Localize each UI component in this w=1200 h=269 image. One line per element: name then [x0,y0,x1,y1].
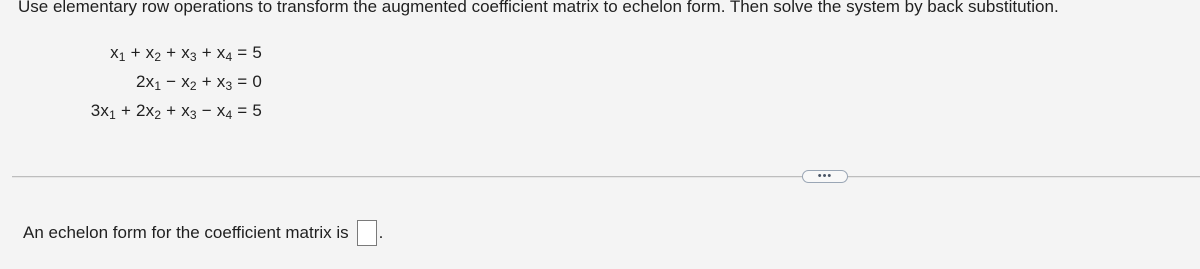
variable-subscript: 2 [154,50,162,64]
equation-term: − x [161,72,190,91]
variable-subscript: 3 [189,50,197,64]
equation-term: + x [161,101,190,120]
variable-subscript: 1 [154,79,162,93]
expand-more-button[interactable] [802,170,848,183]
section-divider [12,176,1200,177]
equation-term: + x [196,43,226,62]
instruction-text: Use elementary row operations to transform the augmented coefficient matrix to echelon form. Then solve the system by back substitution. [18,0,1059,16]
answer-input-box[interactable] [357,220,377,246]
equation-term: − x [196,101,226,120]
equation-term: x [110,43,119,62]
equation-term: + x [196,72,226,91]
equation-term: + x [125,43,155,62]
variable-subscript: 1 [118,50,126,64]
equation-term: = 5 [232,101,262,120]
equation-3 [91,100,262,122]
equation-term: = 0 [232,72,262,91]
variable-subscript: 4 [225,108,233,122]
answer-line [23,220,383,246]
variable-subscript: 4 [225,50,233,64]
equation-2 [136,71,262,93]
equation-1 [110,42,262,64]
variable-subscript: 3 [189,108,197,122]
variable-subscript: 1 [109,108,117,122]
variable-subscript: 2 [189,79,197,93]
equation-term: 3x [90,101,110,120]
equation-term: 2x [136,72,155,91]
equation-term: + 2x [116,101,155,120]
ellipsis-icon: ••• [817,170,833,182]
equation-term: = 5 [232,43,262,62]
answer-suffix: . [378,223,384,242]
equation-term: + x [161,43,190,62]
answer-prompt: An echelon form for the coefficient matrix is [23,223,349,242]
variable-subscript: 3 [225,79,233,93]
variable-subscript: 2 [154,108,162,122]
